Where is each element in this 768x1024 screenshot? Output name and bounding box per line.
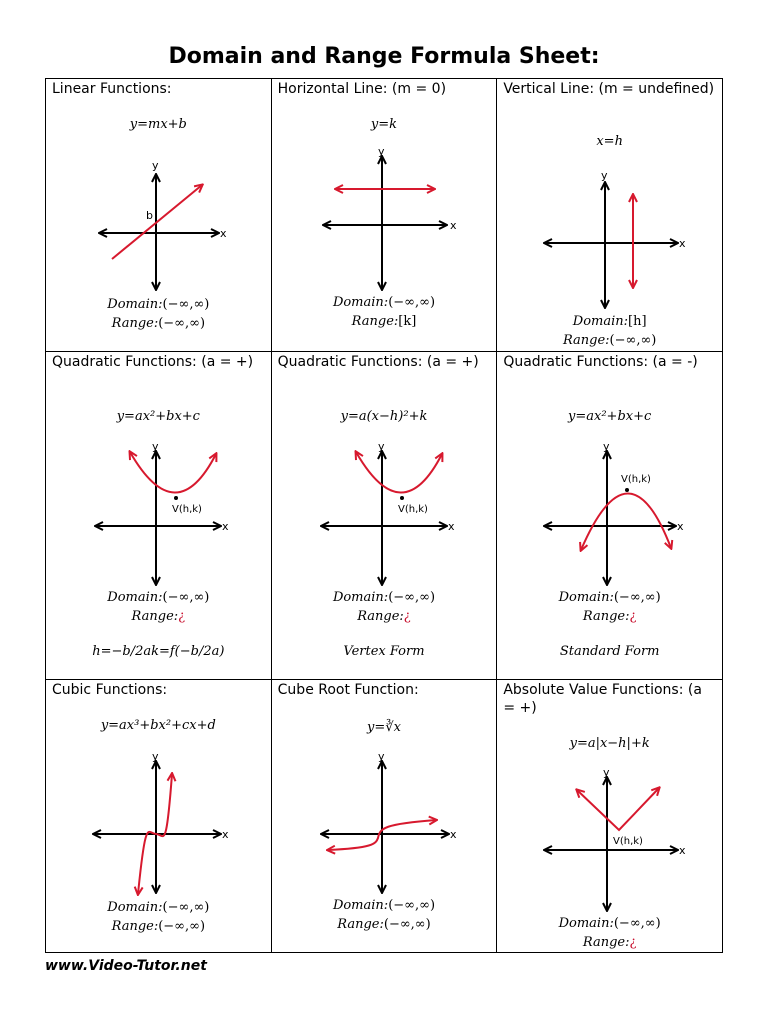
y-axis-label: y: [377, 750, 385, 763]
domain-range: Domain:(−∞,∞) Range:¿: [107, 590, 210, 624]
domain-range: Domain:(−∞,∞) Range:[k]: [332, 295, 436, 329]
form-label: Standard Form: [559, 644, 660, 659]
y-axis-label: y: [601, 169, 608, 182]
x-axis-label: x: [679, 237, 686, 250]
cell-heading: Vertical Line: (m = undefined): [503, 81, 715, 97]
y-axis-label: y: [377, 145, 385, 158]
cell-heading: Linear Functions:: [52, 81, 172, 97]
cell-heading: Quadratic Functions: (a = +): [52, 354, 254, 370]
cell-quadratic-positive: [46, 352, 272, 680]
equation: y=k: [370, 117, 398, 132]
y-axis-label: y: [603, 766, 610, 779]
cell-heading: Quadratic Functions: (a = +): [277, 354, 479, 370]
x-axis-label: x: [447, 520, 455, 533]
x-axis-label: x: [449, 828, 457, 841]
y-axis-label: y: [152, 159, 159, 172]
form-label: Vertex Form: [343, 644, 425, 659]
page-title: Domain and Range Formula Sheet:: [168, 44, 600, 69]
cell-cubic: [46, 680, 272, 953]
domain-range: Domain:(−∞,∞) Range:¿: [558, 590, 661, 624]
equation: y=∛x: [367, 720, 401, 735]
cell-vertical-line: [497, 79, 723, 352]
equation: y=ax²+bx+c: [116, 409, 200, 424]
cell-heading: Horizontal Line: (m = 0): [277, 81, 447, 97]
x-axis-label: x: [220, 227, 227, 240]
linear-graph: [90, 157, 230, 297]
vertex-label: V(h,k): [621, 474, 652, 485]
y-axis-label: y: [152, 750, 159, 763]
vertex-label: V(h,k): [613, 836, 644, 847]
y-axis-label: y: [603, 440, 610, 453]
x-axis-label: x: [677, 520, 684, 533]
cell-quadratic-vertex-form: [271, 352, 497, 680]
equation: y=a|x−h|+k: [569, 736, 650, 751]
cell-quadratic-negative: [497, 352, 723, 680]
quadratic-positive-graph: [90, 442, 230, 582]
equation: x=h: [596, 134, 623, 149]
cell-absolute-value: [497, 680, 723, 953]
x-axis-label: x: [679, 844, 686, 857]
intercept-label: b: [146, 209, 153, 222]
x-axis-label: x: [222, 520, 229, 533]
cell-horizontal-line: [271, 79, 497, 352]
x-axis-label: x: [449, 219, 457, 232]
equation: y=ax³+bx²+cx+d: [100, 718, 216, 733]
cell-heading: Cube Root Function:: [277, 682, 419, 698]
formula-table: [45, 78, 723, 953]
vertex-label: V(h,k): [397, 504, 428, 515]
domain-range: Domain:[h] Range:(−∞,∞): [562, 314, 657, 348]
footer-url: www.Video-Tutor.net: [45, 958, 207, 974]
domain-range: Domain:(−∞,∞) Range:(−∞,∞): [107, 297, 210, 331]
equation: y=mx+b: [129, 117, 187, 132]
domain-range: Domain:(−∞,∞) Range:(−∞,∞): [107, 900, 210, 934]
cell-heading: Absolute Value Functions: (a = +): [503, 682, 702, 716]
cell-cube-root: [271, 680, 497, 953]
domain-range: Domain:(−∞,∞) Range:¿: [332, 590, 436, 624]
x-axis-label: x: [222, 828, 229, 841]
cell-heading: Quadratic Functions: (a = -): [503, 354, 698, 370]
horizontal-line-graph: [316, 145, 457, 289]
cell-heading: Cubic Functions:: [52, 682, 168, 698]
vertex-label: V(h,k): [172, 504, 202, 515]
vertical-line-graph: [541, 169, 686, 311]
cube-root-graph: [316, 750, 457, 894]
cubic-graph: [90, 750, 230, 894]
equation: y=a(x−h)²+k: [340, 409, 428, 424]
quadratic-negative-graph: [541, 440, 684, 582]
cell-linear: [46, 79, 272, 352]
domain-range: Domain:(−∞,∞) Range:¿: [558, 916, 661, 950]
vertex-formula: h=−b/2ak=f(−b/2a): [92, 644, 225, 659]
y-axis-label: y: [152, 440, 159, 453]
domain-range: Domain:(−∞,∞) Range:(−∞,∞): [332, 898, 436, 932]
quadratic-vertex-graph: [316, 442, 456, 582]
y-axis-label: y: [377, 440, 385, 453]
absolute-value-graph: [541, 766, 686, 908]
equation: y=ax²+bx+c: [568, 409, 652, 424]
